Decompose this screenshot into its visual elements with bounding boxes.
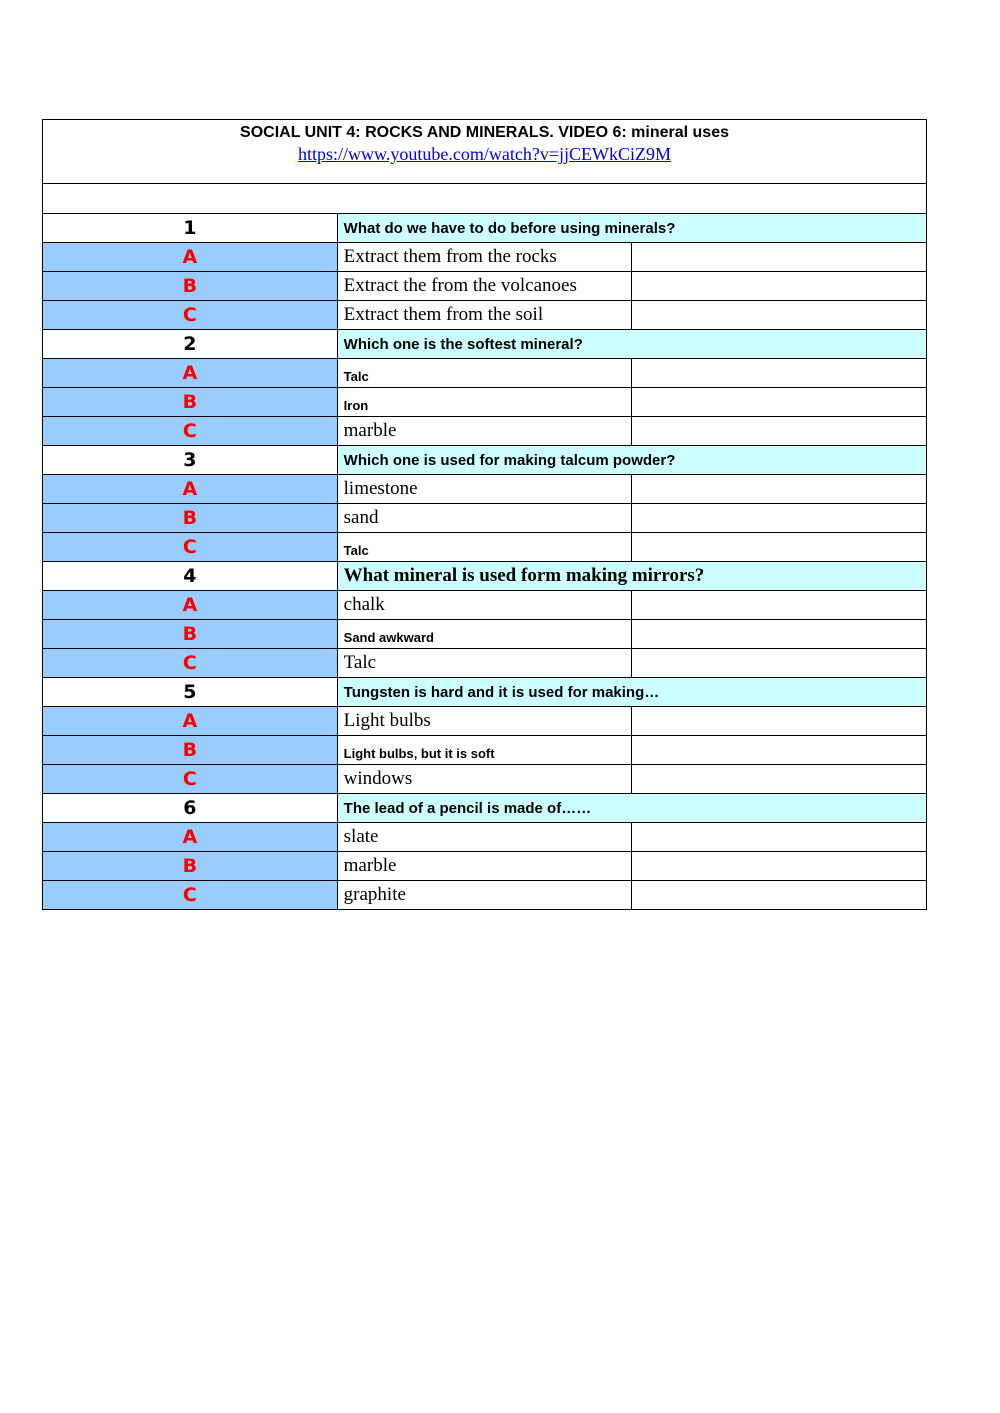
answer-box[interactable] xyxy=(632,301,927,330)
option-text: Light bulbs xyxy=(337,707,632,736)
option-letter: A xyxy=(43,475,338,504)
option-row[interactable] xyxy=(43,301,927,330)
question-text: Which one is used for making talcum powder? xyxy=(337,446,926,475)
quiz-table xyxy=(42,119,927,910)
question-number: 5 xyxy=(43,678,338,707)
question-text: The lead of a pencil is made of…… xyxy=(337,794,926,823)
answer-box[interactable] xyxy=(632,823,927,852)
option-letter: B xyxy=(43,852,338,881)
option-row[interactable] xyxy=(43,765,927,794)
spacer-row xyxy=(43,184,927,214)
answer-box[interactable] xyxy=(632,881,927,910)
option-letter: B xyxy=(43,388,338,417)
question-number: 3 xyxy=(43,446,338,475)
answer-box[interactable] xyxy=(632,533,927,562)
option-row[interactable] xyxy=(43,823,927,852)
option-row[interactable] xyxy=(43,881,927,910)
option-text: marble xyxy=(337,852,632,881)
worksheet-title: SOCIAL UNIT 4: ROCKS AND MINERALS. VIDEO 6: mineral uses xyxy=(240,124,729,141)
answer-box[interactable] xyxy=(632,852,927,881)
question-number: 6 xyxy=(43,794,338,823)
header-cell xyxy=(43,120,927,184)
option-row[interactable] xyxy=(43,359,927,388)
answer-box[interactable] xyxy=(632,591,927,620)
option-text: Talc xyxy=(337,359,632,388)
option-text: Light bulbs, but it is soft xyxy=(337,736,632,765)
question-row xyxy=(43,562,927,591)
answer-box[interactable] xyxy=(632,388,927,417)
option-text: slate xyxy=(337,823,632,852)
option-letter: B xyxy=(43,620,338,649)
option-text: Extract them from the rocks xyxy=(337,243,632,272)
question-row xyxy=(43,330,927,359)
option-text: limestone xyxy=(337,475,632,504)
option-text: windows xyxy=(337,765,632,794)
option-letter: A xyxy=(43,243,338,272)
option-letter: C xyxy=(43,301,338,330)
answer-box[interactable] xyxy=(632,707,927,736)
option-letter: C xyxy=(43,417,338,446)
answer-box[interactable] xyxy=(632,620,927,649)
option-text: Talc xyxy=(337,649,632,678)
question-row xyxy=(43,794,927,823)
option-row[interactable] xyxy=(43,533,927,562)
option-text: graphite xyxy=(337,881,632,910)
answer-box[interactable] xyxy=(632,475,927,504)
answer-box[interactable] xyxy=(632,243,927,272)
option-text: Sand awkward xyxy=(337,620,632,649)
option-row[interactable] xyxy=(43,649,927,678)
option-row[interactable] xyxy=(43,620,927,649)
option-row[interactable] xyxy=(43,736,927,765)
video-link[interactable]: https://www.youtube.com/watch?v=jjCEWkCiZ9M xyxy=(298,144,671,164)
question-number: 1 xyxy=(43,214,338,243)
answer-box[interactable] xyxy=(632,736,927,765)
option-text: chalk xyxy=(337,591,632,620)
question-text: Tungsten is hard and it is used for making… xyxy=(337,678,926,707)
option-row[interactable] xyxy=(43,388,927,417)
option-row[interactable] xyxy=(43,475,927,504)
option-letter: A xyxy=(43,591,338,620)
option-row[interactable] xyxy=(43,591,927,620)
option-text: Iron xyxy=(337,388,632,417)
answer-box[interactable] xyxy=(632,504,927,533)
question-row xyxy=(43,446,927,475)
option-letter: C xyxy=(43,765,338,794)
answer-box[interactable] xyxy=(632,272,927,301)
option-letter: A xyxy=(43,359,338,388)
question-row xyxy=(43,214,927,243)
answer-box[interactable] xyxy=(632,649,927,678)
option-row[interactable] xyxy=(43,243,927,272)
option-row[interactable] xyxy=(43,504,927,533)
option-letter: C xyxy=(43,533,338,562)
question-text: What do we have to do before using minerals? xyxy=(337,214,926,243)
option-letter: C xyxy=(43,649,338,678)
option-text: Talc xyxy=(337,533,632,562)
question-row xyxy=(43,678,927,707)
answer-box[interactable] xyxy=(632,359,927,388)
option-text: sand xyxy=(337,504,632,533)
option-row[interactable] xyxy=(43,272,927,301)
question-text: Which one is the softest mineral? xyxy=(337,330,926,359)
option-letter: B xyxy=(43,736,338,765)
option-text: marble xyxy=(337,417,632,446)
option-row[interactable] xyxy=(43,417,927,446)
option-letter: A xyxy=(43,707,338,736)
option-text: Extract the from the volcanoes xyxy=(337,272,632,301)
option-letter: B xyxy=(43,504,338,533)
answer-box[interactable] xyxy=(632,417,927,446)
option-letter: C xyxy=(43,881,338,910)
option-text: Extract them from the soil xyxy=(337,301,632,330)
question-number: 4 xyxy=(43,562,338,591)
question-number: 2 xyxy=(43,330,338,359)
option-letter: B xyxy=(43,272,338,301)
option-row[interactable] xyxy=(43,707,927,736)
option-letter: A xyxy=(43,823,338,852)
option-row[interactable] xyxy=(43,852,927,881)
answer-box[interactable] xyxy=(632,765,927,794)
question-text: What mineral is used form making mirrors? xyxy=(337,562,926,591)
